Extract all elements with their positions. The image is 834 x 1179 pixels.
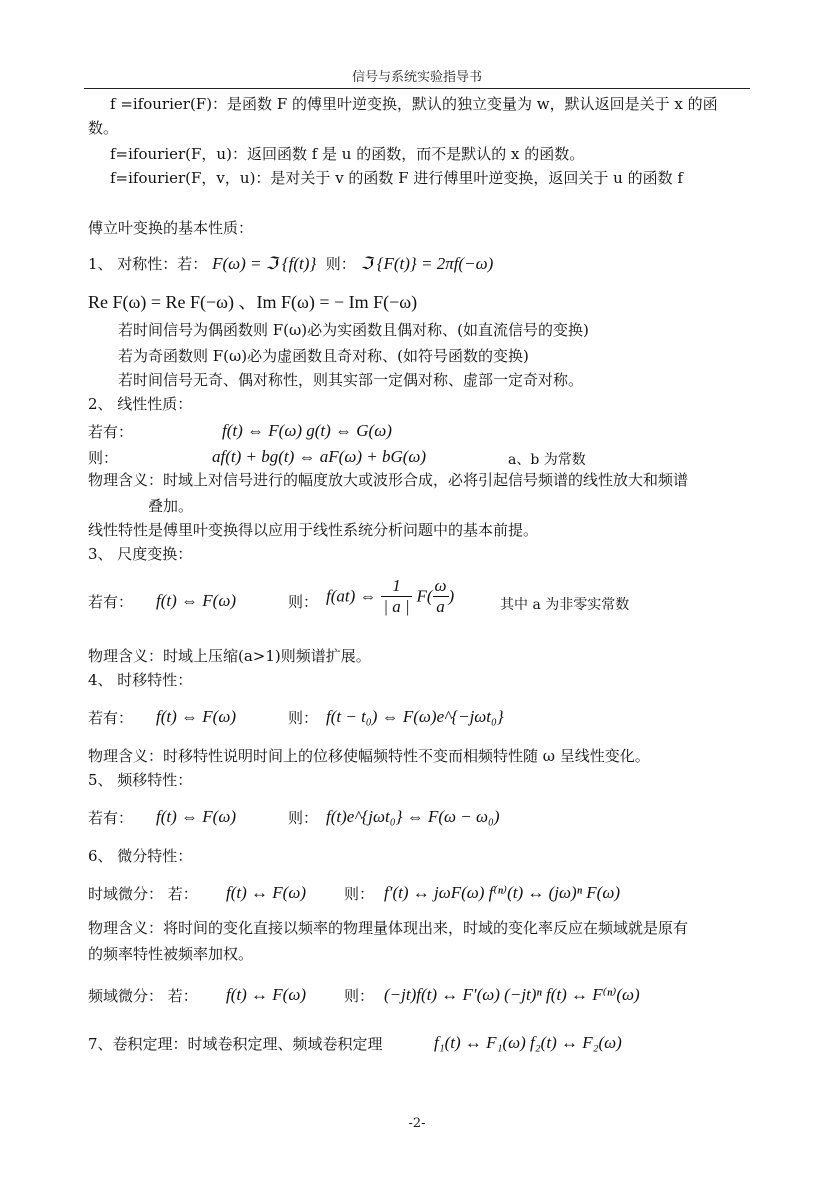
scaling-fraction-1 <box>381 576 411 617</box>
ifourier-line-1b: 数。 <box>88 119 119 137</box>
scaling-if-formula: f(t) ⇔ F(ω) <box>156 591 236 610</box>
differentiation-meaning-b: 的频率特性被频率加权。 <box>88 945 254 963</box>
timeshift-if-label: 若有： <box>88 709 134 727</box>
page-number: -2- <box>408 1116 426 1131</box>
page-header-title: 信号与系统实验指导书 <box>351 70 482 85</box>
symmetry-note-3: 若时间信号无奇、偶对称性，则其实部一定偶对称、虚部一定奇对称。 <box>118 371 584 389</box>
symmetry-formula-a: F(ω) = ℑ {f(t)} <box>212 254 317 273</box>
freqshift-if-formula: f(t) ⇔ F(ω) <box>156 807 236 826</box>
linearity-meaning-b: 叠加。 <box>148 497 194 515</box>
time-diff-then-label: 则： <box>344 885 375 903</box>
scaling-fraction-2-num: ω <box>434 576 447 595</box>
linearity-then-formula: af(t) + bg(t) ⇔ aF(ω) + bG(ω) <box>212 447 427 466</box>
timeshift-title: 4、 时移特性： <box>88 671 193 689</box>
scaling-title: 3、 尺度变换： <box>88 545 193 563</box>
scaling-then-formula <box>326 576 454 617</box>
time-diff-then-formula: f′(t) ↔ jωF(ω) f⁽ⁿ⁾(t) ↔ (jω)ⁿ F(ω) <box>384 883 621 902</box>
freq-diff-then-label: 则： <box>344 987 375 1005</box>
freq-diff-then-formula: (−jt)f(t) ↔ F′(ω) (−jt)ⁿ f(t) ↔ F⁽ⁿ⁾(ω) <box>384 985 640 1004</box>
scaling-if-label: 若有： <box>88 593 134 611</box>
linearity-meaning: 物理含义：时域上对信号进行的幅度放大或波形合成，必将引起信号频谱的线性放大和频谱 <box>88 471 689 489</box>
ifourier-line-2: f=ifourier(F，u)：返回函数 f 是 u 的函数，而不是默认的 x 的函数。 <box>110 145 585 163</box>
header-rule <box>84 88 750 89</box>
symmetry-then: 则： <box>325 255 356 273</box>
symmetry-formula-b: ℑ {F(t)} = 2πf(−ω) <box>360 254 494 273</box>
scaling-fraction-1-num: 1 <box>381 576 411 597</box>
ifourier-line-3: f=ifourier(F，v，u)：是对关于 v 的函数 F 进行傅里叶逆变换，返回关于 u 的函数 f <box>110 169 683 187</box>
freqshift-then-formula: f(t)e^{jωt₀} ⇔ F(ω − ω₀) <box>326 807 500 826</box>
symmetry-title: 1、 对称性：若： <box>88 255 208 273</box>
time-diff-label: 时域微分： 若： <box>88 885 198 903</box>
symmetry-note-1: 若时间信号为偶函数则 F(ω)必为实函数且偶对称、(如直流信号的变换) <box>118 321 589 339</box>
scaling-formula-a: f(at) ⇔ <box>326 586 377 606</box>
linearity-if-label: 若有： <box>88 423 134 441</box>
freqshift-then-label: 则： <box>288 809 319 827</box>
properties-title: 傅立叶变换的基本性质： <box>88 219 254 237</box>
linearity-then-label: 则： <box>88 449 119 467</box>
convolution-formula: f₁(t) ↔ F₁(ω) f₂(t) ↔ F₂(ω) <box>434 1033 622 1052</box>
time-diff-if-formula: f(t) ↔ F(ω) <box>226 883 306 902</box>
linearity-if-formula: f(t) ⇔ F(ω) g(t) ⇔ G(ω) <box>222 421 392 440</box>
freqshift-if-label: 若有： <box>88 809 134 827</box>
scaling-formula-c: ) <box>448 586 455 606</box>
symmetry-re-im: Re F(ω) = Re F(−ω) 、Im F(ω) = − Im F(−ω) <box>88 292 418 312</box>
scaling-note: 其中 a 为非零实常数 <box>500 597 630 613</box>
symmetry-note-2: 若为奇函数则 F(ω)必为虚函数且奇对称、(如符号函数的变换) <box>118 347 529 365</box>
timeshift-if-formula: f(t) ⇔ F(ω) <box>156 707 236 726</box>
linearity-note: a、b 为常数 <box>508 452 586 468</box>
timeshift-meaning: 物理含义：时移特性说明时间上的位移使幅频特性不变而相频特性随 ω 呈线性变化。 <box>88 747 650 765</box>
freqshift-title: 5、 频移特性： <box>88 771 193 789</box>
linearity-premise: 线性特性是傅里叶变换得以应用于线性系统分析问题中的基本前提。 <box>88 521 539 539</box>
scaling-then-label: 则： <box>288 593 319 611</box>
linearity-title: 2、 线性性质： <box>88 395 193 413</box>
scaling-formula-b: F( <box>416 586 433 606</box>
differentiation-title: 6、 微分特性： <box>88 847 193 865</box>
convolution-title: 7、卷积定理：时域卷积定理、频域卷积定理 <box>88 1035 383 1053</box>
scaling-fraction-2-den: a <box>436 597 445 616</box>
scaling-fraction-2 <box>433 576 449 617</box>
timeshift-then-label: 则： <box>288 709 319 727</box>
differentiation-meaning: 物理含义：将时间的变化直接以频率的物理量体现出来，时域的变化率反应在频域就是原有 <box>88 919 689 937</box>
timeshift-then-formula: f(t − t₀) ⇔ F(ω)e^{−jωt₀} <box>326 707 504 726</box>
freq-diff-label: 频域微分： 若： <box>88 987 198 1005</box>
freq-diff-if-formula: f(t) ↔ F(ω) <box>226 985 306 1004</box>
scaling-fraction-1-den: | a | <box>383 597 410 616</box>
scaling-meaning: 物理含义：时域上压缩(a>1)则频谱扩展。 <box>88 647 371 665</box>
ifourier-line-1: f =ifourier(F)：是函数 F 的傅里叶逆变换，默认的独立变量为 w，默认返回是关于 x 的函 <box>110 95 718 113</box>
symmetry-line <box>88 254 493 274</box>
